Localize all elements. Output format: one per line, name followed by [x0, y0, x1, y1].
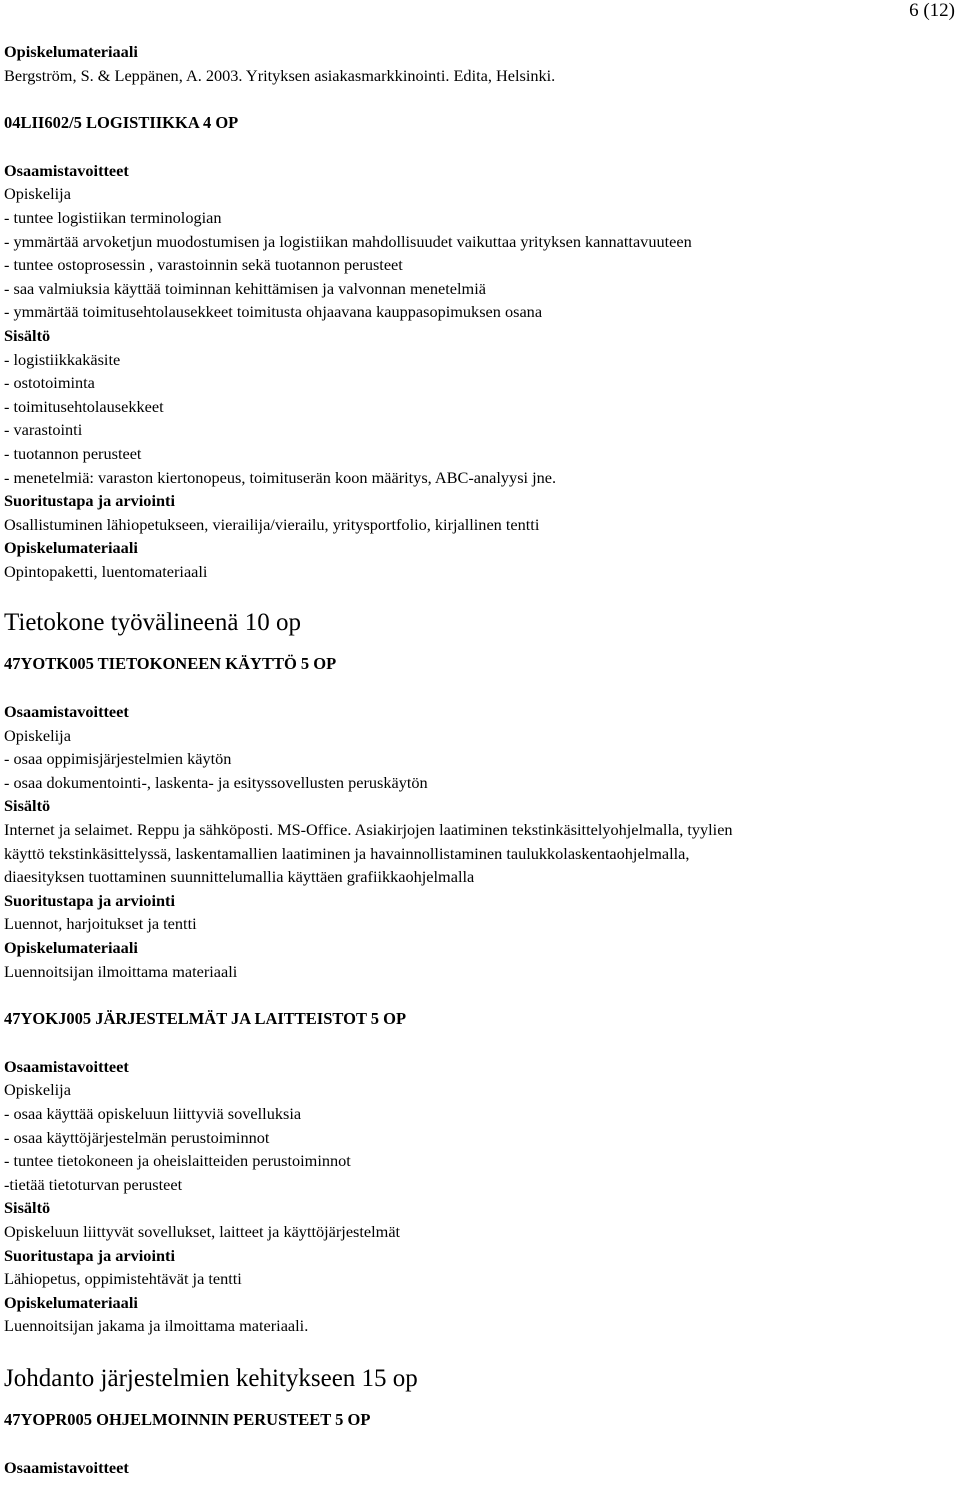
section-title: Tietokone työvälineenä 10 op	[4, 609, 301, 637]
content-text: Internet ja selaimet. Reppu ja sähköposti. MS-Office. Asiakirjojen laatiminen tekstinkäsittelyohjelmalla, tyylien	[4, 820, 733, 840]
content-text: diaesityksen tuottaminen suunnittelumallia käyttäen grafiikkaohjelmalla	[4, 867, 475, 887]
goals-heading: Osaamistavoitteet	[4, 702, 129, 722]
content-heading: Sisältö	[4, 1198, 51, 1218]
course-title: 47YOTK005 TIETOKONEEN KÄYTTÖ 5 OP	[4, 654, 337, 674]
list-item: - tuntee ostoprosessin , varastoinnin sekä tuotannon perusteet	[4, 255, 403, 275]
page-number: 6 (12)	[909, 0, 955, 21]
method-heading: Suoritustapa ja arviointi	[4, 1245, 175, 1265]
method-text: Luennot, harjoitukset ja tentti	[4, 914, 197, 934]
list-item: - varastointi	[4, 420, 83, 440]
goals-heading: Osaamistavoitteet	[4, 1056, 129, 1076]
list-item: - saa valmiuksia käyttää toiminnan kehittämisen ja valvonnan menetelmiä	[4, 278, 486, 298]
list-item: - osaa oppimisjärjestelmien käytön	[4, 749, 232, 769]
course-title: 47YOPR005 OHJELMOINNIN PERUSTEET 5 OP	[4, 1409, 371, 1429]
list-item: - osaa käyttöjärjestelmän perustoiminnot	[4, 1127, 270, 1147]
method-heading: Suoritustapa ja arviointi	[4, 890, 175, 910]
list-item: - logistiikkakäsite	[4, 349, 121, 369]
content-heading: Sisältö	[4, 796, 51, 816]
goals-heading: Osaamistavoitteet	[4, 1457, 129, 1477]
student-label: Opiskelija	[4, 1080, 71, 1100]
course-title: 04LII602/5 LOGISTIIKKA 4 OP	[4, 113, 239, 133]
list-item: - osaa käyttää opiskeluun liittyviä sovelluksia	[4, 1103, 302, 1123]
list-item: - osaa dokumentointi-, laskenta- ja esityssovellusten peruskäytön	[4, 772, 428, 792]
method-text: Osallistuminen lähiopetukseen, vierailija/vierailu, yritysportfolio, kirjallinen tentti	[4, 514, 540, 534]
goals-heading: Osaamistavoitteet	[4, 160, 129, 180]
list-item: -tietää tietoturvan perusteet	[4, 1174, 183, 1194]
student-label: Opiskelija	[4, 184, 71, 204]
content-heading: Sisältö	[4, 325, 51, 345]
list-item: - toimitusehtolausekkeet	[4, 396, 164, 416]
content-text: käyttö tekstinkäsittelyssä, laskentamallien laatiminen ja havainnollistaminen taulukkolaskentaohjelmalla,	[4, 843, 690, 863]
material-heading: Opiskelumateriaali	[4, 538, 138, 558]
list-item: - tuntee tietokoneen ja oheislaitteiden perustoiminnot	[4, 1151, 351, 1171]
material-heading: Opiskelumateriaali	[4, 938, 138, 957]
material-text: Luennoitsijan jakama ja ilmoittama materiaali.	[4, 1316, 309, 1336]
list-item: - ostotoiminta	[4, 373, 95, 393]
method-heading: Suoritustapa ja arviointi	[4, 491, 175, 511]
content-text: Opiskeluun liittyvät sovellukset, laitteet ja käyttöjärjestelmät	[4, 1221, 401, 1241]
course-title: 47YOKJ005 JÄRJESTELMÄT JA LAITTEISTOT 5 OP	[4, 1009, 407, 1029]
student-label: Opiskelija	[4, 725, 71, 745]
section-title: Johdanto järjestelmien kehitykseen 15 op	[4, 1364, 418, 1392]
material-text: Opintopaketti, luentomateriaali	[4, 561, 208, 581]
list-item: - tuotannon perusteet	[4, 443, 142, 463]
list-item: - tuntee logistiikan terminologian	[4, 207, 222, 227]
document-body	[4, 40, 954, 1479]
method-text: Lähiopetus, oppimistehtävät ja tentti	[4, 1269, 242, 1289]
material-heading: Opiskelumateriaali	[4, 1292, 138, 1312]
material-text: Luennoitsijan ilmoittama materiaali	[4, 961, 238, 981]
list-item: - ymmärtää toimitusehtolausekkeet toimitusta ohjaavana kauppasopimuksen osana	[4, 302, 543, 322]
material-text: Bergström, S. & Leppänen, A. 2003. Yrityksen asiakasmarkkinointi. Edita, Helsinki.	[4, 65, 556, 85]
material-heading: Opiskelumateriaali	[4, 42, 138, 61]
list-item: - ymmärtää arvoketjun muodostumisen ja logistiikan mahdollisuudet vaikuttaa yrityksen kannattavuuteen	[4, 231, 692, 251]
list-item: - menetelmiä: varaston kiertonopeus, toimituserän koon määritys, ABC-analyysi jne.	[4, 467, 557, 487]
